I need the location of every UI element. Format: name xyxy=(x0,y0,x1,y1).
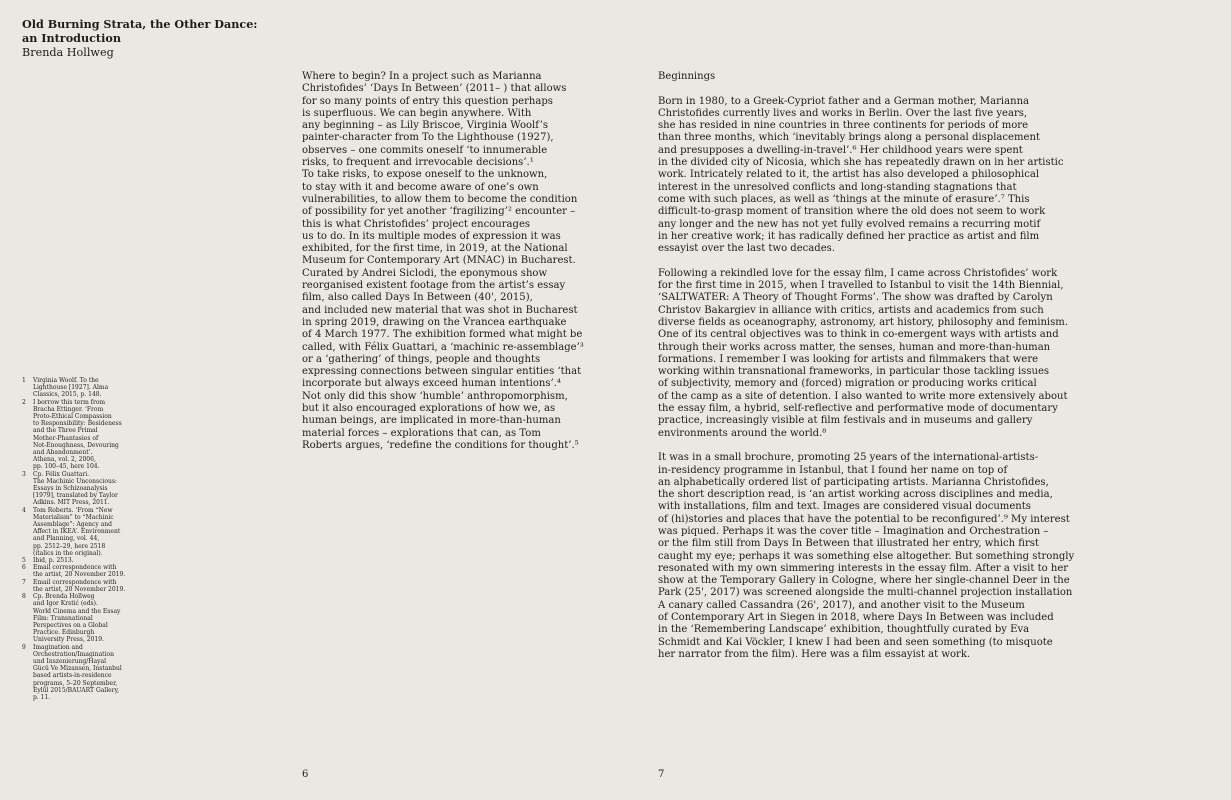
footnote-line: Adkins. MIT Press, 2011. xyxy=(33,499,110,507)
body-text-line: or a ‘gathering’ of things, people and thoughts xyxy=(302,353,541,365)
footnote-line: Practice. Edinburgh xyxy=(33,629,95,637)
footnote-line: pp. 2512–29, here 2518 xyxy=(33,542,106,550)
body-text-line: of subjectivity, memory and (forced) migration or producing works critical xyxy=(658,378,1037,390)
body-text-line: in her creative work; it has radically defined her practice as artist and film xyxy=(658,230,1040,242)
footnote-line: and the Three Primal xyxy=(33,427,98,435)
body-text-line: exhibited, for the first time, in 2019, at the National xyxy=(302,243,568,255)
body-text-line: of 4 March 1977. The exhibition formed what might be xyxy=(302,329,583,341)
body-text-line: One of its central objectives was to think in co-emergent ways with artists and xyxy=(658,329,1059,341)
body-text-line: is superfluous. We can begin anywhere. With xyxy=(302,107,532,119)
body-text-line: Christofides’ ‘Days In Between’ (2011– ) that allows xyxy=(302,83,567,95)
footnote-line: Mother-Phantasies of xyxy=(33,434,99,442)
body-text-line: to stay with it and become aware of one’s own xyxy=(302,181,539,193)
body-text-line: any beginning – as Lily Briscoe, Virginia Woolf’s xyxy=(302,120,549,132)
footnote-line: Gücü Ve Mizansen, Instanbul xyxy=(33,665,122,673)
footnote-line: based artists-in-residence xyxy=(33,672,112,680)
body-text-line: painter-character from To the Lighthouse (1927), xyxy=(302,132,554,144)
footnote-line: University Press, 2019. xyxy=(33,636,104,644)
footnote-line: and Abandonment’. xyxy=(33,449,93,457)
footnote-line: Imagination and xyxy=(33,643,83,651)
footnote-line: Perspectives on a Global xyxy=(33,621,108,629)
footnote-text xyxy=(33,471,118,507)
footnote-number: 7 xyxy=(22,578,26,586)
left-column-body xyxy=(302,71,592,452)
footnote-line: and Igor Krstić (eds). xyxy=(33,600,98,608)
footnote-line: pp. 100–45, here 104. xyxy=(33,463,100,471)
body-text-line: Christov Bakargiev in alliance with critics, artists and academics from such xyxy=(658,304,1044,316)
article-title-line1: Old Burning Strata, the Other Dance: xyxy=(22,17,258,31)
footnote-line: Virginia Woolf. To the xyxy=(33,377,99,384)
footnote-line: the artist, 20 November 2019. xyxy=(33,585,126,593)
body-text-line: of (hi)stories and places that have the potential to be reconfigured’.⁹ My interest xyxy=(658,513,1070,525)
footnote-line: The Machinic Unconscious: xyxy=(33,477,117,485)
body-text-line: in the divided city of Nicosia, which she has repeatedly drawn on in her artistic xyxy=(658,157,1064,169)
body-text-line: film, also called Days In Between (40', 2015), xyxy=(302,292,533,304)
footnote-line: Ibid, p. 2513. xyxy=(33,557,74,565)
footnote-text xyxy=(33,579,125,593)
footnote-text xyxy=(33,564,125,578)
footnote-number: 3 xyxy=(22,470,26,478)
body-text-line: To take risks, to expose oneself to the unknown, xyxy=(302,169,548,181)
footnote-line: Orchestration/Imagination xyxy=(33,650,114,658)
footnote xyxy=(22,579,132,593)
body-text-line: observes – one commits oneself ‘to innumerable xyxy=(302,144,548,156)
footnote xyxy=(22,564,132,578)
body-text-line: for so many points of entry this question perhaps xyxy=(302,95,553,107)
body-text-line: Born in 1980, to a Greek-Cypriot father and a German mother, Marianna xyxy=(658,95,1030,107)
page-number-left: 6 xyxy=(302,769,309,780)
footnote-number: 8 xyxy=(22,593,26,601)
body-text-line: her narrator from the film). Here was a film essayist at work. xyxy=(658,648,971,660)
body-text-line: Museum for Contemporary Art (MNAC) in Bucharest. xyxy=(302,255,576,267)
body-text-line: Park (25', 2017) was screened alongside the multi-channel projection installation xyxy=(658,587,1073,599)
footnote-line: Cp. Brenda Hollweg xyxy=(33,593,95,601)
body-text-line: Where to begin? In a project such as Marianna xyxy=(302,71,542,82)
body-text-line: and presupposes a dwelling-in-travel’.⁶ Her childhood years were spent xyxy=(658,144,1023,156)
body-text-line: difficult-to-grasp moment of transition where the old does not seem to work xyxy=(658,206,1046,218)
body-text-line: Following a rekindled love for the essay film, I came across Christofides’ work xyxy=(658,267,1058,279)
body-text-line: show at the Temporary Gallery in Cologne, where her single-channel Deer in the xyxy=(658,575,1070,587)
footnote-line: Film: Transnational xyxy=(33,614,93,622)
footnote xyxy=(22,593,132,643)
body-text-line: but it also encouraged explorations of how we, as xyxy=(302,403,556,415)
footnote-line: World Cinema and the Essay xyxy=(33,607,121,615)
body-text-line: caught my eye; perhaps it was something else altogether. But something strongly xyxy=(658,550,1075,562)
footnote-number: 4 xyxy=(22,506,26,514)
body-text-line: in spring 2019, drawing on the Vrancea earthquake xyxy=(302,316,567,328)
footnote-line: Affect in IKEA’. Environment xyxy=(33,528,121,536)
body-text-line: Curated by Andrei Siclodi, the eponymous show xyxy=(302,267,548,279)
body-text-line: Christofides currently lives and works in Berlin. Over the last five years, xyxy=(658,107,1028,119)
footnote-line: Not-Enoughness, Devouring xyxy=(33,441,119,449)
body-text-line: interest in the unresolved conflicts and long-standing stagnations that xyxy=(658,181,1017,193)
footnote-line: (italics in the original). xyxy=(33,549,103,557)
body-text-line: expressing connections between singular entities ‘that xyxy=(302,366,582,378)
footnote xyxy=(22,377,132,399)
body-text-line: working within transnational frameworks, in particular those tackling issues xyxy=(658,366,1050,378)
footnote-line: Lighthouse [1927]. Alma xyxy=(33,384,109,392)
footnotes xyxy=(22,377,132,701)
body-text-line: A canary called Cassandra (26', 2017), and another visit to the Museum xyxy=(658,599,1025,611)
body-text-line: through their works across matter, the senses, human and more-than-human xyxy=(658,341,1051,353)
body-text-line: Roberts argues, ‘redefine the conditions for thought’.⁵ xyxy=(302,439,579,451)
body-text-line: than three months, which ‘inevitably brings along a personal displacement xyxy=(658,132,1040,144)
body-text-line: It was in a small brochure, promoting 25 years of the international-artists- xyxy=(658,452,1039,464)
footnote-number: 5 xyxy=(22,557,26,565)
footnote-line: and Planning, vol. 44, xyxy=(33,535,100,543)
body-text-line: the essay film, a hybrid, self-reflective and performative mode of documentary xyxy=(658,403,1058,415)
body-text-line: any longer and the new has not yet fully evolved remains a recurring motif xyxy=(658,218,1041,230)
right-column-body xyxy=(658,71,1075,661)
footnote-line: Cp. Félix Guattari. xyxy=(33,470,90,478)
footnote-number: 2 xyxy=(22,398,26,406)
body-text-line: of possibility for yet another ‘fragilizing’² encounter – xyxy=(302,206,576,218)
footnote xyxy=(22,557,132,564)
body-text-line: the short description read, is ‘an artist working across disciplines and media, xyxy=(658,489,1053,501)
body-text-line: Schmidt and Kai Vöckler, I knew I had been and seen something (to misquote xyxy=(658,636,1053,648)
body-text-line: environments around the world.⁸ xyxy=(658,427,827,439)
footnote-text xyxy=(33,507,120,557)
body-text-line: called, with Félix Guattari, a ‘machinic re-assemblage’³ xyxy=(302,341,584,353)
body-text-line: risks, to frequent and irrevocable decisions’.¹ xyxy=(302,157,534,169)
footnote-line: Materialism” to “Machinic xyxy=(33,513,114,521)
footnote-line: [1979], translated by Taylor xyxy=(33,492,118,500)
body-text-line: practice, increasingly visible at film festivals and in museums and gallery xyxy=(658,415,1033,427)
body-text-line: or the film still from Days In Between that illustrated her entry, which first xyxy=(658,538,1039,550)
footnote-line: Proto-Ethical Compassion xyxy=(33,413,112,421)
body-text-line: and included new material that was shot in Bucharest xyxy=(302,304,578,316)
footnote-line: Athena, vol. 2, 2006, xyxy=(33,456,96,464)
footnote-line: Assemblage”: Agency and xyxy=(33,521,112,529)
footnote-number: 1 xyxy=(22,377,26,384)
body-text-line: of Contemporary Art in Siegen in 2018, where Days In Between was included xyxy=(658,612,1054,624)
article-author: Brenda Hollweg xyxy=(22,45,114,59)
body-text-line: vulnerabilities, to allow them to become the condition xyxy=(302,193,578,205)
body-text-line: incorporate but always exceed human intentions’.⁴ xyxy=(302,378,561,390)
body-text-line: this is what Christofides’ project encourages xyxy=(302,218,531,230)
body-text-line: material forces – explorations that can, as Tom xyxy=(302,427,541,439)
body-text-line: reorganised existent footage from the artist’s essay xyxy=(302,280,566,292)
body-text-line: formations. I remember I was looking for artists and filmmakers that were xyxy=(658,353,1039,365)
body-text-line: she has resided in nine countries in three continents for periods of more xyxy=(658,120,1029,132)
footnote-line: Eylül 2015/BAUART Gallery, xyxy=(33,686,120,694)
footnote-line: Classics, 2015, p. 148. xyxy=(33,391,102,399)
body-text-line: an alphabetically ordered list of participating artists. Marianna Christofides, xyxy=(658,476,1049,488)
section-heading: Beginnings xyxy=(658,71,716,82)
article-title-line2: an Introduction xyxy=(22,30,121,45)
body-text-line: us to do. In its multiple modes of expression it was xyxy=(302,230,561,242)
footnote-line: Bracha Ettinger. ‘From xyxy=(33,405,104,413)
body-text-line: in-residency programme in Istanbul, that I found her name on top of xyxy=(658,464,1008,476)
body-text-line: resonated with my own simmering interests in the essay film. After a visit to her xyxy=(658,562,1069,574)
body-text-line: with installations, film and text. Images are considered visual documents xyxy=(658,501,1031,513)
footnote-line: Tom Roberts. ‘From “New xyxy=(33,506,113,514)
body-text-line: human beings, are implicated in more-than-human xyxy=(302,415,561,427)
footnote-text xyxy=(33,644,122,702)
footnote-text xyxy=(33,593,120,643)
body-text-line: work. Intricately related to it, the artist has also developed a philosophical xyxy=(658,169,1040,181)
footnote xyxy=(22,471,132,507)
body-text-line: ‘SALTWATER: A Theory of Thought Forms’. The show was drafted by Carolyn xyxy=(658,292,1053,304)
footnote-number: 6 xyxy=(22,564,26,572)
body-text-line: was piqued. Perhaps it was the cover title – Imagination and Orchestration – xyxy=(658,525,1049,537)
footnote xyxy=(22,644,132,702)
footnote-line: Email correspondence with xyxy=(33,578,117,586)
body-text-line: essayist over the last two decades. xyxy=(658,243,836,255)
body-text-line: for the first time in 2015, when I travelled to Istanbul to visit the 14th Biennial, xyxy=(658,280,1064,292)
body-text-line: Not only did this show ‘humble’ anthropomorphism, xyxy=(302,390,568,402)
article-header xyxy=(22,18,257,59)
footnote-line: the artist, 20 November 2019. xyxy=(33,571,126,579)
footnote-number: 9 xyxy=(22,643,26,651)
footnote-text xyxy=(33,557,74,564)
footnote-text xyxy=(33,399,122,471)
page-number-right: 7 xyxy=(658,769,665,780)
footnote-line: und Inszenierung/Hayal xyxy=(33,657,106,665)
body-text-line: come with such places, as well as ‘things at the minute of erasure’.⁷ This xyxy=(658,193,1030,205)
footnote-line: I borrow this term from xyxy=(33,398,106,406)
footnote-line: p. 11. xyxy=(33,693,51,701)
footnote-text xyxy=(33,377,108,399)
footnote-line: Essays in Schizoanalysis xyxy=(33,485,108,493)
footnote xyxy=(22,507,132,557)
footnote-line: Email correspondence with xyxy=(33,564,117,572)
body-text-line: of the camp as a site of detention. I also wanted to write more extensively about xyxy=(658,390,1068,402)
footnote-line: programs, 5–20 September, xyxy=(33,679,118,687)
footnote-line: to Responsibility: Besideness xyxy=(33,420,122,428)
body-text-line: diverse fields as oceanography, astronomy, art history, philosophy and feminism. xyxy=(658,316,1069,328)
footnote xyxy=(22,399,132,471)
body-text-line: in the ‘Remembering Landscape’ exhibition, thoughtfully curated by Eva xyxy=(658,624,1030,636)
